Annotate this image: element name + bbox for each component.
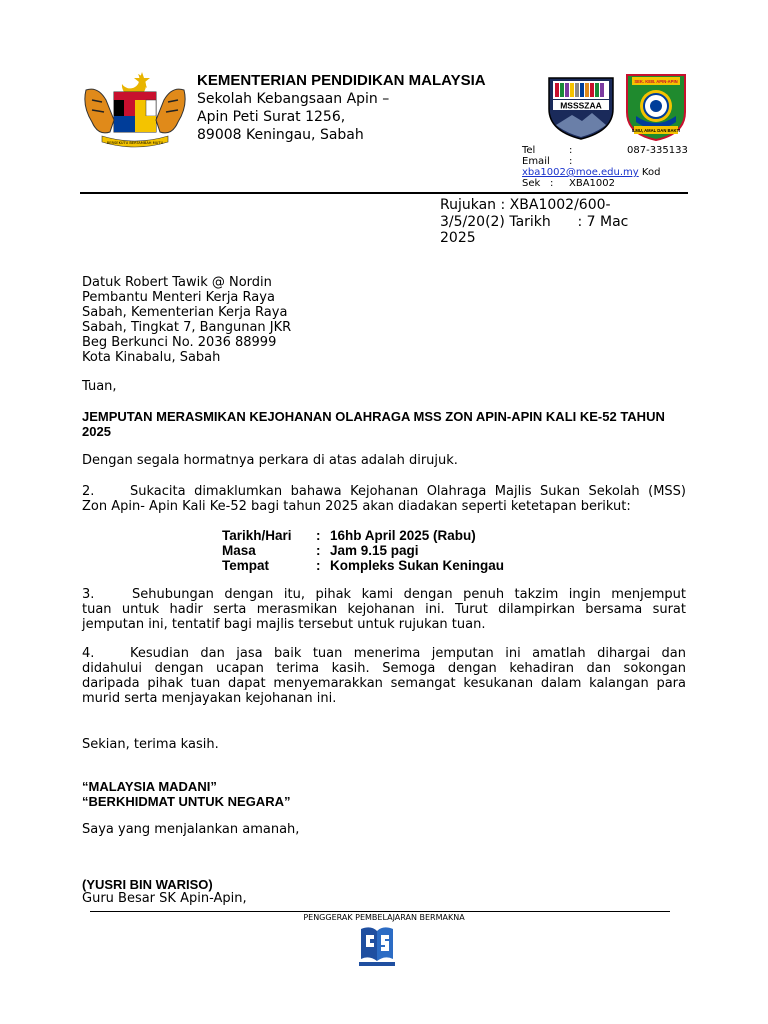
tel-value: 087-335133 xyxy=(627,145,688,156)
detail-colon: : xyxy=(316,543,321,558)
footer-rule xyxy=(90,911,670,912)
sek-colon: : xyxy=(550,178,554,189)
tel-label: Tel xyxy=(522,145,536,156)
paragraph-number: 2. xyxy=(82,484,95,499)
paragraph-2 xyxy=(82,484,686,514)
crest-bottom-text: ILMU, AMAL DAN BAKTI xyxy=(631,128,681,133)
letter-subject xyxy=(82,409,665,439)
slogans xyxy=(82,779,290,809)
signatory-title: Guru Besar SK Apin-Apin, xyxy=(82,891,247,906)
subject-line: JEMPUTAN MERASMIKAN KEJOHANAN OLAHRAGA MSS ZON APIN-APIN KALI KE-52 TAHUN xyxy=(82,409,665,424)
tel-colon: : xyxy=(569,145,573,156)
paragraph-text: Zon Apin- Apin Kali Ke-52 bagi tahun 2025 akan diadakan seperti ketetapan berikut: xyxy=(82,499,631,514)
paragraph-text: Sehubungan dengan itu, pihak kami dengan penuh takzim ingin menjemput xyxy=(132,587,686,602)
detail-row xyxy=(222,558,504,573)
recipient-address xyxy=(82,275,291,365)
email-colon: : xyxy=(569,156,573,167)
detail-row xyxy=(222,543,504,558)
paragraph-number: 3. xyxy=(82,587,95,602)
paragraph-text: daripada pihak tuan dapat menyemarakkan semangat kesukanan dalam kalangan para xyxy=(82,676,686,691)
slogan-line: “BERKHIDMAT UNTUK NEGARA” xyxy=(82,794,291,809)
salutation: Tuan, xyxy=(82,379,117,394)
opening-paragraph: Dengan segala hormatnya perkara di atas adalah dirujuk. xyxy=(82,453,458,468)
detail-key: Masa xyxy=(222,543,256,558)
slogan-line: “MALAYSIA MADANI” xyxy=(82,779,217,794)
ppb-logo-icon xyxy=(357,925,397,967)
paragraph-text: tuan untuk hadir serta merasmikan kejohanan ini. Turut dilampirkan bersama surat xyxy=(82,602,686,617)
subject-line: 2025 xyxy=(82,424,111,439)
detail-value: Kompleks Sukan Keningau xyxy=(330,558,505,573)
paragraph-3 xyxy=(82,587,686,632)
detail-value: 16hb April 2025 (Rabu) xyxy=(330,528,476,543)
reference-block xyxy=(440,197,628,247)
paragraph-text: jemputan ini, tentatif bagi majlis tersebut untuk rujukan tuan. xyxy=(82,617,486,632)
address-line: Apin Peti Surat 1256, xyxy=(197,109,346,125)
recipient-line: Pembantu Menteri Kerja Raya xyxy=(82,290,275,305)
recipient-line: Sabah, Tingkat 7, Bangunan JKR xyxy=(82,320,292,335)
detail-colon: : xyxy=(316,558,321,573)
sek-label: Sek xyxy=(522,178,541,189)
school-crest-icon xyxy=(624,72,688,142)
paragraph-4 xyxy=(82,646,686,706)
event-details xyxy=(222,528,504,573)
header-rule xyxy=(80,192,688,194)
recipient-line: Kota Kinabalu, Sabah xyxy=(82,350,221,365)
reference-line: 2025 xyxy=(440,230,476,246)
motto-text: BERSEKUTU BERTAMBAH MUTU xyxy=(106,141,164,145)
paragraph-text: didahului dengan ucapan terima kasih. Semoga dengan kehadiran dan sokongan xyxy=(82,661,686,676)
paragraph-text: murid serta menjayakan kejohanan ini. xyxy=(82,691,337,706)
recipient-line: Sabah, Kementerian Kerja Raya xyxy=(82,305,288,320)
paragraph-text: Sukacita dimaklumkan bahawa Kejohanan Olahraga Majlis Sukan Sekolah (MSS) xyxy=(130,484,686,499)
paragraph-number: 4. xyxy=(82,646,95,661)
footer-tagline: PENGGERAK PEMBELAJARAN BERMAKNA xyxy=(303,913,465,922)
paragraph-text: Kesudian dan jasa baik tuan menerima jemputan ini amatlah dihargai dan xyxy=(130,646,686,661)
closing-remark: Sekian, terima kasih. xyxy=(82,737,219,752)
email-link[interactable]: xba1002@moe.edu.my xyxy=(522,167,639,178)
coat-of-arms-icon xyxy=(80,70,190,150)
email-label: Email xyxy=(522,156,550,167)
crest-top-text: SEK. KEB. APIN-APIN xyxy=(634,79,678,84)
signatory-name: (YUSRI BIN WARISO) xyxy=(82,877,213,892)
address-line: 89008 Keningau, Sabah xyxy=(197,127,364,143)
reference-line: 3/5/20(2) Tarikh : 7 Mac xyxy=(440,213,629,230)
ministry-name: KEMENTERIAN PENDIDIKAN MALAYSIA xyxy=(197,72,486,89)
mss-label: MSSSZAA xyxy=(560,100,602,111)
detail-colon: : xyxy=(316,528,321,543)
detail-row xyxy=(222,528,504,543)
detail-value: Jam 9.15 pagi xyxy=(330,543,419,558)
detail-key: Tempat xyxy=(222,558,270,573)
school-address xyxy=(197,90,389,144)
detail-key: Tarikh/Hari xyxy=(222,528,292,543)
contact-block xyxy=(522,145,692,189)
trust-line: Saya yang menjalankan amanah, xyxy=(82,822,300,837)
kod-label: Kod xyxy=(641,167,661,178)
reference-line: Rujukan : XBA1002/600- xyxy=(440,197,611,213)
recipient-line: Datuk Robert Tawik @ Nordin xyxy=(82,275,272,290)
mss-shield-icon xyxy=(546,75,616,141)
recipient-line: Beg Berkunci No. 2036 88999 xyxy=(82,335,277,350)
address-line: Sekolah Kebangsaan Apin – xyxy=(197,91,390,107)
sek-value: XBA1002 xyxy=(569,178,616,189)
